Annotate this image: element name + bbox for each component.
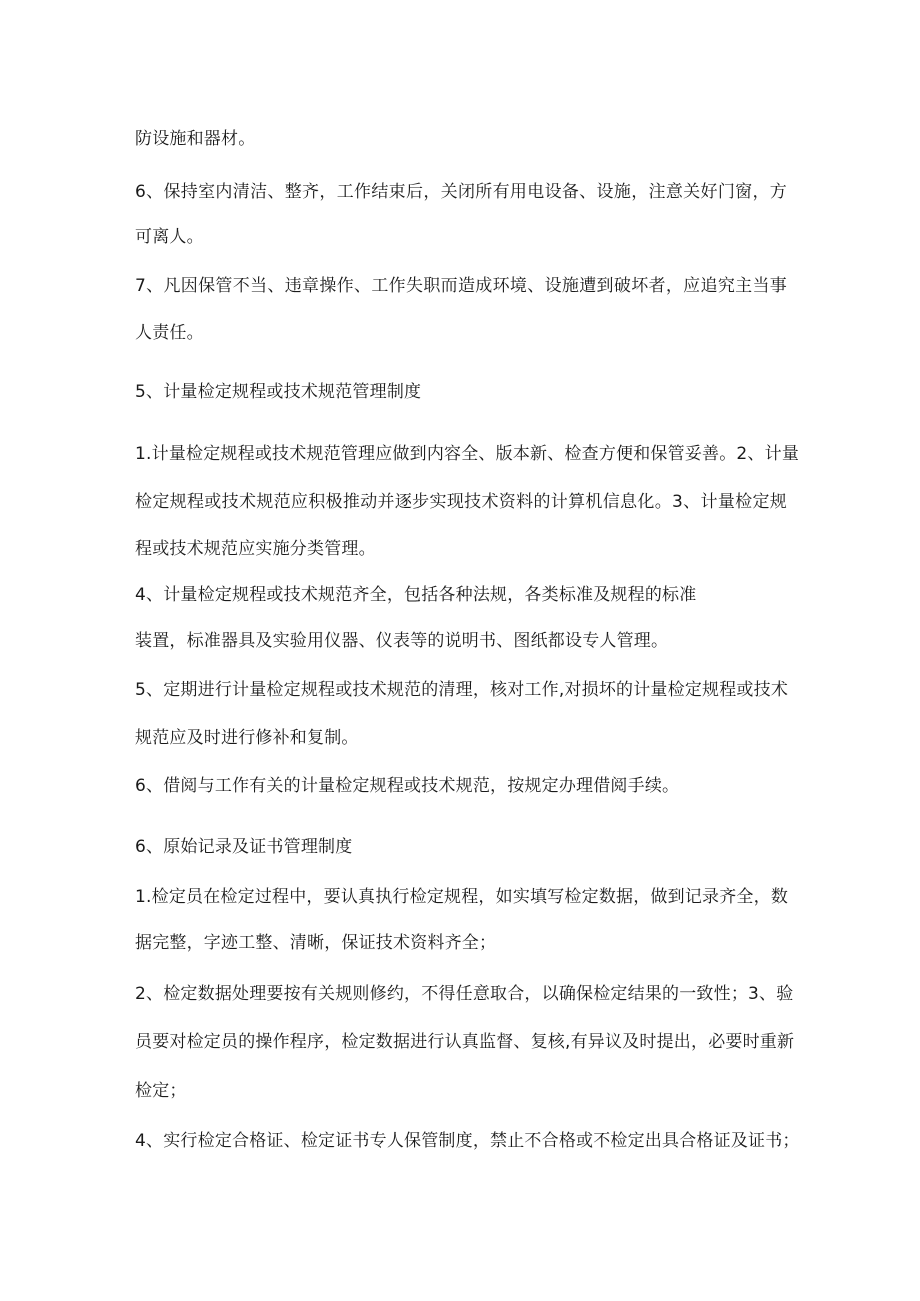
section-heading-5: 5、计量检定规程或技术规范管理制度	[135, 382, 422, 402]
text-line-sec6-item3-cont: 检定；	[135, 1081, 187, 1101]
text-line-sec5-para1: 1.计量检定规程或技术规范管理应做到内容全、版本新、检查方便和保管妥善。2、计量	[135, 444, 800, 464]
text-line-item-6-cont: 可离人。	[135, 227, 204, 247]
text-line-sec6-item4: 4、实行检定合格证、检定证书专人保管制度，禁止不合格或不检定出具合格证及证书；	[135, 1131, 800, 1151]
text-line-sec5-item5: 5、定期进行计量检定规程或技术规范的清理，核对工作,对损坏的计量检定规程或技术	[135, 680, 789, 700]
text-line-item-7: 7、凡因保管不当、违章操作、工作失职而造成环境、设施遭到破坏者，应追究主当事	[135, 276, 787, 296]
text-line-sec5-item4: 4、计量检定规程或技术规范齐全，包括各种法规，各类标准及规程的标准	[135, 585, 697, 605]
text-line-item-7-cont: 人责任。	[135, 323, 204, 343]
text-line-sec5-para1-cont1: 检定规程或技术规范应积极推动并逐步实现技术资料的计算机信息化。3、计量检定规	[135, 492, 787, 512]
text-line-sec5-para1-cont2: 程或技术规范应实施分类管理。	[135, 539, 376, 559]
text-line-sec5-item4-cont: 装置，标准器具及实验用仪器、仪表等的说明书、图纸都设专人管理。	[135, 631, 669, 651]
text-line-sec6-item1-cont: 据完整，字迹工整、清晰，保证技术资料齐全；	[135, 933, 497, 953]
text-line-sec5-item5-cont: 规范应及时进行修补和复制。	[135, 728, 359, 748]
section-heading-6: 6、原始记录及证书管理制度	[135, 837, 353, 857]
text-line-item-6: 6、保持室内清洁、整齐，工作结束后，关闭所有用电设备、设施，注意关好门窗，方	[135, 182, 787, 202]
text-line-continuation: 防设施和器材。	[135, 129, 256, 149]
text-line-sec6-item2: 2、检定数据处理要按有关规则修约，不得任意取合，以确保检定结果的一致性；3、验	[135, 984, 794, 1004]
text-line-sec5-item6: 6、借阅与工作有关的计量检定规程或技术规范，按规定办理借阅手续。	[135, 776, 680, 796]
text-line-sec6-item1: 1.检定员在检定过程中，要认真执行检定规程，如实填写检定数据，做到记录齐全，数	[135, 887, 789, 907]
text-line-sec6-item3: 员要对检定员的操作程序，检定数据进行认真监督、复核,有异议及时提出，必要时重新	[135, 1032, 795, 1052]
